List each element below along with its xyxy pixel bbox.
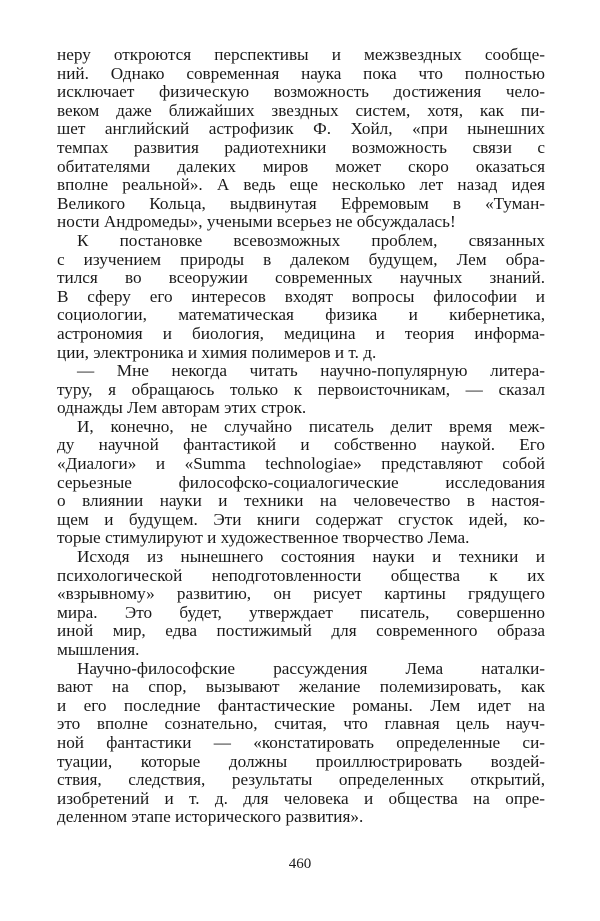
text-line: ний. Однако современная наука пока что полностью bbox=[57, 63, 545, 83]
text-line: вают на спор, вызывают желание полемизировать, как bbox=[57, 677, 545, 697]
text-line: неру откроются перспективы и межзвездных сообще- bbox=[57, 45, 545, 64]
text-line: Научно-философские рассуждения Лема наталки- bbox=[77, 658, 545, 678]
text-line: социологии, математическая физика и кибернетика, bbox=[57, 305, 545, 325]
text-line: о влиянии науки и техники на человечество в настоя- bbox=[57, 491, 545, 511]
text-line: изобретений и т. д. для человека и общества на опре- bbox=[57, 788, 545, 808]
text-line: темпах развития радиотехники возможность связи с bbox=[57, 137, 545, 157]
text-line: торые стимулируют и художественное творчество Лема. bbox=[57, 528, 470, 548]
text-line: однажды Лем авторам этих строк. bbox=[57, 398, 307, 418]
text-line: щем и будущем. Эти книги содержат сгусток идей, ко- bbox=[57, 509, 545, 529]
text-line: «Диалоги» и «Summa technologiae» представляют собой bbox=[57, 454, 545, 474]
text-line: иной мир, едва постижимый для современного образа bbox=[57, 621, 545, 641]
text-line: Великого Кольца, выдвинутая Ефремовым в «Туман- bbox=[57, 193, 545, 213]
text-line: деленном этапе исторического развития». bbox=[57, 807, 364, 827]
text-line: веком даже ближайших звездных систем, хотя, как пи- bbox=[57, 100, 545, 120]
page-number: 460 bbox=[288, 856, 312, 872]
text-line: ствия, следствия, результаты определенных открытий, bbox=[57, 770, 545, 790]
text-line: туации, которые должны проиллюстрировать воздей- bbox=[57, 751, 545, 771]
text-line: астрономия и биология, медицина и теория информа- bbox=[57, 323, 545, 343]
text-line: исключает физическую возможность достижения чело- bbox=[57, 82, 545, 102]
text-line: мира. Это будет, утверждает писатель, совершенно bbox=[57, 602, 545, 622]
text-line: обитателями далеких миров может скоро оказаться bbox=[57, 156, 545, 176]
text-line: — Мне некогда читать научно-популярную литера- bbox=[77, 361, 545, 381]
text-line: ной фантастики — «констатировать определенные си- bbox=[57, 732, 545, 752]
text-line: и его последние фантастические романы. Лем идет на bbox=[57, 695, 545, 715]
page-body bbox=[57, 46, 545, 827]
text-line: психологической неподготовленности общества к их bbox=[57, 565, 545, 585]
text-line: И, конечно, не случайно писатель делит время меж- bbox=[77, 416, 545, 436]
text-line: ности Андромеды», учеными всерьез не обсуждалась! bbox=[57, 212, 456, 232]
text-line: «взрывному» развитию, он рисует картины грядущего bbox=[57, 584, 545, 604]
text-line: это вполне сознательно, считая, что главная цель науч- bbox=[57, 714, 545, 734]
text-line: с изучением природы в далеком будущем, Лем обра- bbox=[57, 249, 545, 269]
text-line: шет английский астрофизик Ф. Хойл, «при нынешних bbox=[57, 119, 545, 139]
text-line: вполне реальной». А ведь еще несколько лет назад идея bbox=[57, 175, 545, 195]
text-line: ции, электроника и химия полимеров и т. д. bbox=[57, 342, 377, 362]
text-line: туру, я обращаюсь только к первоисточникам, — сказал bbox=[57, 379, 545, 399]
text-line: серьезные философско-социалогические исследования bbox=[57, 472, 545, 492]
text-line: В сферу его интересов входят вопросы философии и bbox=[57, 286, 545, 306]
text-line: Исходя из нынешнего состояния науки и техники и bbox=[77, 547, 545, 567]
text-line: К постановке всевозможных проблем, связанных bbox=[77, 230, 545, 250]
text-line: мышления. bbox=[57, 640, 140, 659]
text-line: ду научной фантастикой и собственно наукой. Его bbox=[57, 435, 545, 455]
text-line: тился во всеоружии современных научных знаний. bbox=[57, 268, 545, 288]
